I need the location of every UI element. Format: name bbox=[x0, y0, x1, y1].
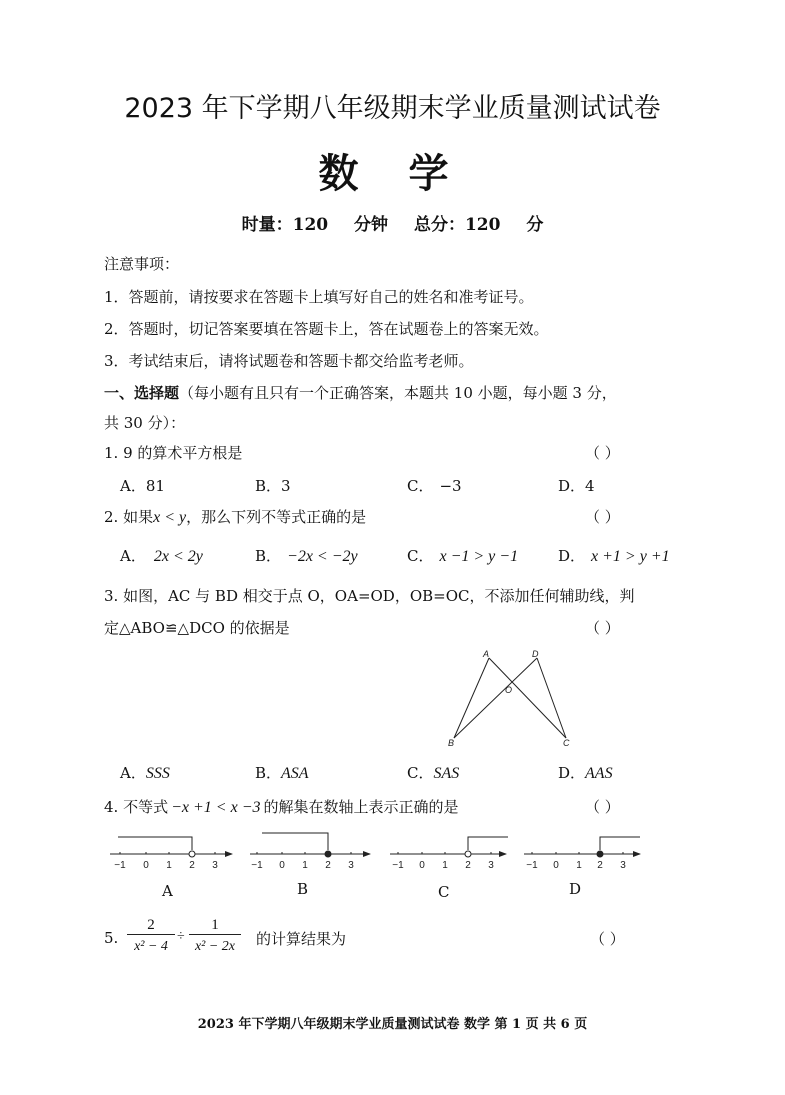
q1-option-c-label: C． bbox=[407, 477, 434, 495]
q2-option-a-math: 2x < 2y bbox=[153, 548, 203, 565]
q2-option-c-math: x −1 > y −1 bbox=[439, 548, 519, 565]
solution-ray-a bbox=[118, 837, 192, 850]
q2-stem bbox=[104, 506, 366, 527]
notice-item: 1．答题前，请按要求在答题卡上填写好自己的姓名和准考证号。 bbox=[104, 288, 534, 306]
page-title: 2023 年下学期八年级期末学业质量测试试卷 bbox=[124, 93, 661, 124]
q2-option-a bbox=[120, 545, 203, 566]
tick-label: 0 bbox=[553, 860, 559, 871]
closed-dot-d bbox=[597, 851, 603, 857]
tick-label: 3 bbox=[348, 860, 354, 871]
q4-stem bbox=[104, 796, 459, 817]
q2-option-b-math: −2x < −2y bbox=[287, 548, 358, 565]
section-heading bbox=[104, 382, 617, 403]
q3-option-d-label: D． bbox=[558, 764, 586, 782]
q3-stem-line1: 3. 如图，AC 与 BD 相交于点 O，OA=OD，OB=OC，不添加任何辅助线，判 bbox=[104, 587, 635, 605]
q3-option-c-math: SAS bbox=[433, 765, 460, 782]
open-dot-c bbox=[465, 851, 471, 857]
q3-option-a bbox=[120, 762, 170, 783]
tick-label: 0 bbox=[419, 860, 425, 871]
q3-option-d-math: AAS bbox=[585, 765, 613, 782]
q1-option-b: B．3 bbox=[255, 477, 291, 495]
q1-answer-blank: （ ） bbox=[585, 444, 620, 462]
open-dot-a bbox=[189, 851, 195, 857]
q2-option-a-label: A． bbox=[120, 547, 146, 565]
page-footer: 2023 年下学期八年级期末学业质量测试试卷 数学 第 1 页 共 6 页 bbox=[197, 1017, 588, 1032]
tick-label: 2 bbox=[597, 860, 603, 871]
segment-ac bbox=[489, 658, 566, 738]
q5-stem-post: 的计算结果为 bbox=[256, 930, 347, 948]
q3-option-c-label: C． bbox=[407, 764, 434, 782]
q4-label-d: D bbox=[569, 880, 582, 898]
q2-stem-post: ，那么下列不等式正确的是 bbox=[186, 508, 367, 526]
tick-label: 1 bbox=[166, 860, 172, 871]
tick-label: 2 bbox=[189, 860, 195, 871]
point-o-label: O bbox=[505, 685, 513, 695]
q4-label-a: A bbox=[162, 882, 173, 900]
q2-option-b bbox=[255, 545, 358, 566]
q2-option-d-math: x +1 > y +1 bbox=[591, 548, 670, 565]
q4-label-c: C bbox=[438, 883, 450, 901]
q1-option-a: A．81 bbox=[120, 477, 165, 495]
segment-dc bbox=[537, 658, 566, 738]
tick-label: 1 bbox=[302, 860, 308, 871]
notice-heading: 注意事项： bbox=[104, 255, 180, 273]
q5-numerator-1: 2 bbox=[127, 916, 175, 935]
q4-answer-blank: （ ） bbox=[585, 798, 620, 816]
tick-label: 3 bbox=[488, 860, 494, 871]
solution-ray-b bbox=[262, 833, 328, 850]
q3-option-b-math: ASA bbox=[281, 765, 309, 782]
notice-item: 2．答题时，切记答案要填在答题卡上，答在试题卷上的答案无效。 bbox=[104, 320, 549, 338]
q4-stem-pre: 4. 不等式 bbox=[104, 798, 169, 816]
point-b-label: B bbox=[448, 738, 455, 748]
q4-stem-post: 的解集在数轴上表示正确的是 bbox=[263, 798, 459, 816]
q2-option-c bbox=[407, 545, 518, 566]
section-label: 一、选择题 bbox=[104, 384, 180, 402]
q3-answer-blank: （ ） bbox=[585, 619, 620, 637]
q2-option-d bbox=[558, 545, 670, 566]
tick-label: 1 bbox=[442, 860, 448, 871]
segment-ab bbox=[454, 658, 489, 738]
section-desc: （每小题有且只有一个正确答案，本题共 10 小题，每小题 3 分， bbox=[179, 384, 617, 402]
tick-label: 1 bbox=[576, 860, 582, 871]
q5-denominator-1: x² − 4 bbox=[134, 939, 168, 954]
tick-label: 0 bbox=[143, 860, 149, 871]
q2-option-b-label: B． bbox=[255, 547, 282, 565]
solution-ray-d bbox=[600, 837, 640, 850]
q3-option-a-math: SSS bbox=[145, 765, 170, 782]
point-d-label: D bbox=[532, 649, 539, 659]
q4-label-b: B bbox=[297, 880, 309, 898]
q3-option-b-label: B． bbox=[255, 764, 282, 782]
subject-title: 数 学 bbox=[318, 151, 467, 197]
q5-answer-blank: （ ） bbox=[590, 930, 625, 948]
q4-number-lines bbox=[108, 828, 648, 873]
tick-label: 0 bbox=[279, 860, 285, 871]
closed-dot-b bbox=[325, 851, 331, 857]
tick-label: −1 bbox=[251, 860, 263, 871]
q3-option-b bbox=[255, 762, 309, 783]
tick-label: −1 bbox=[114, 860, 126, 871]
q2-answer-blank: （ ） bbox=[585, 508, 620, 526]
q5-divide-sign: ÷ bbox=[177, 929, 185, 944]
tick-label: 3 bbox=[212, 860, 218, 871]
q1-option-d: D．4 bbox=[558, 477, 595, 495]
tick-label: −1 bbox=[392, 860, 404, 871]
q2-option-d-label: D． bbox=[558, 547, 586, 565]
q5-numerator-2: 1 bbox=[189, 916, 241, 935]
tick-label: 3 bbox=[620, 860, 626, 871]
q3-option-c bbox=[407, 762, 459, 783]
tick-label: 2 bbox=[465, 860, 471, 871]
point-a-label: A bbox=[483, 649, 490, 659]
section-desc-2: 共 30 分）： bbox=[104, 414, 186, 432]
q1-option-c bbox=[407, 475, 462, 496]
q1-option-c-value: −3 bbox=[439, 477, 462, 495]
q1-stem: 1. 9 的算术平方根是 bbox=[104, 444, 243, 462]
q2-stem-math: x < y bbox=[153, 509, 187, 526]
point-c-label: C bbox=[563, 738, 570, 748]
solution-ray-c bbox=[468, 837, 508, 850]
q3-figure bbox=[440, 645, 580, 755]
tick-label: 2 bbox=[325, 860, 331, 871]
q4-stem-math: −x +1 < x −3 bbox=[171, 799, 261, 816]
time-total: 时量：120 分钟 总分：120 分 bbox=[241, 215, 544, 235]
tick-label: −1 bbox=[526, 860, 538, 871]
q2-stem-pre: 2. 如果 bbox=[104, 508, 154, 526]
q5-denominator-2: x² − 2x bbox=[194, 939, 236, 954]
notice-item: 3．考试结束后，请将试题卷和答题卡都交给监考老师。 bbox=[104, 352, 474, 370]
q5-number: 5. bbox=[104, 929, 119, 947]
segment-db bbox=[454, 658, 537, 738]
q3-option-d bbox=[558, 762, 613, 783]
q3-stem-line2: 定△ABO≌△DCO 的依据是 bbox=[104, 619, 290, 637]
q3-option-a-label: A． bbox=[120, 764, 146, 782]
q2-option-c-label: C． bbox=[407, 547, 434, 565]
